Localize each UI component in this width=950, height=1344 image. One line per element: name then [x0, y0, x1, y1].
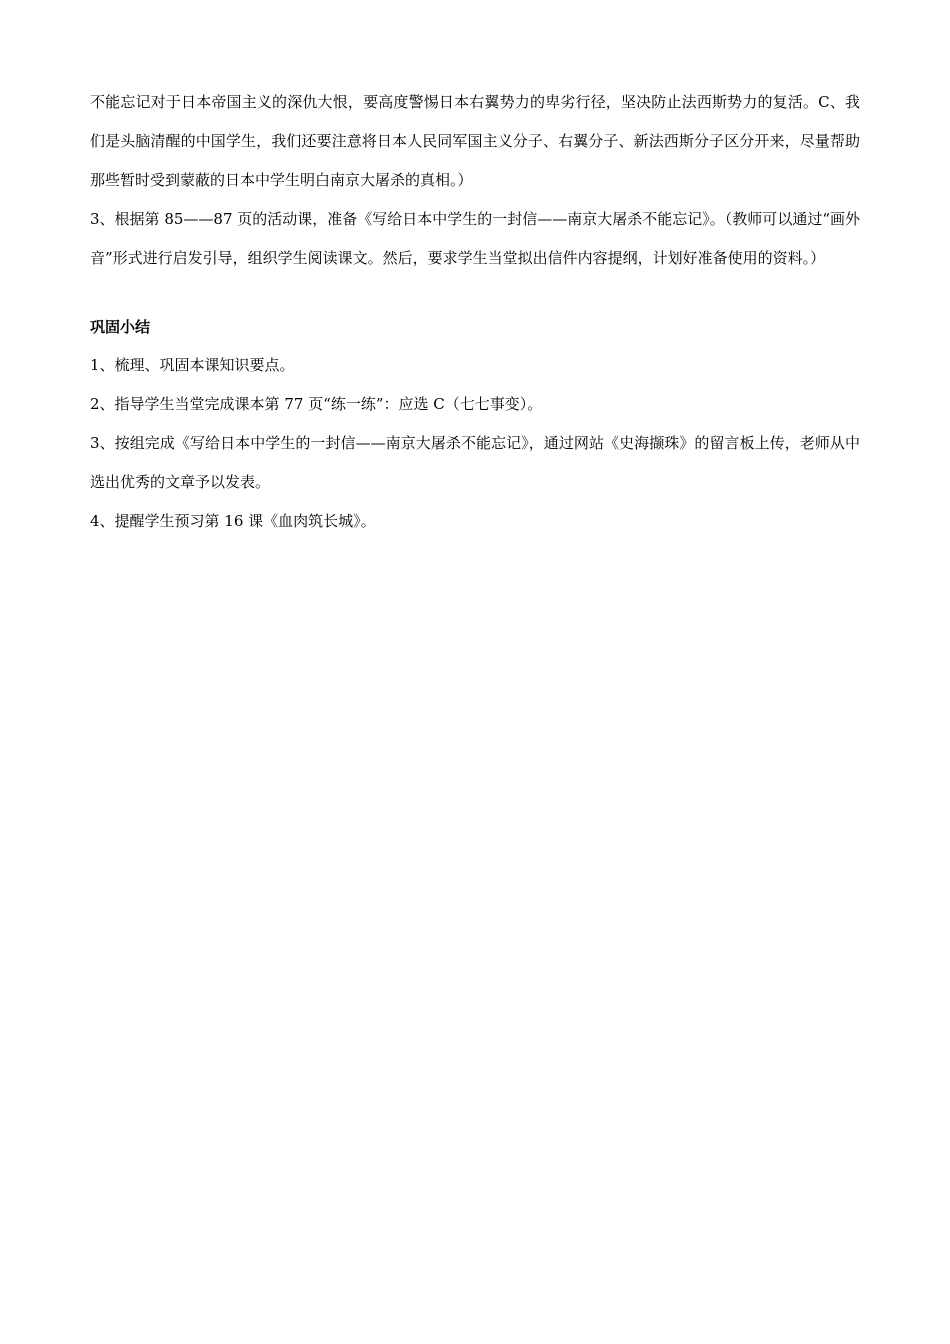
summary-item-1: 1、梳理、巩固本课知识要点。 — [90, 356, 295, 374]
summary-item-3: 3、按组完成《写给日本中学生的一封信——南京大屠杀不能忘记》，通过网站《史海撷珠》的留言板上传，老师从中选出优秀的文章予以发表。 — [90, 434, 860, 491]
document-page — [90, 93, 860, 550]
summary-item-2: 2、指导学生当堂完成课本第 77 页“练一练”：应选 C（七七事变）。 — [90, 395, 543, 413]
summary-item-4: 4、提醒学生预习第 16 课《血肉筑长城》。 — [90, 512, 376, 530]
activity-item-3: 3、根据第 85——87 页的活动课，准备《写给日本中学生的一封信——南京大屠杀不能忘记》。（教师可以通过“画外音”形式进行启发引导，组织学生阅读课文。然后，要求学生当堂拟出信件内容提纲，计划好准备使用的资料。） — [90, 210, 860, 267]
continued-paragraph: 不能忘记对于日本帝国主义的深仇大恨，要高度警惕日本右翼势力的卑劣行径，坚决防止法西斯势力的复活。C、我们是头脑清醒的中国学生，我们还要注意将日本人民同军国主义分子、右翼分子、新法西斯分子区分开来，尽量帮助那些暂时受到蒙蔽的日本中学生明白南京大屠杀的真相。） — [90, 93, 860, 189]
section-heading-summary: 巩固小结 — [90, 318, 151, 336]
